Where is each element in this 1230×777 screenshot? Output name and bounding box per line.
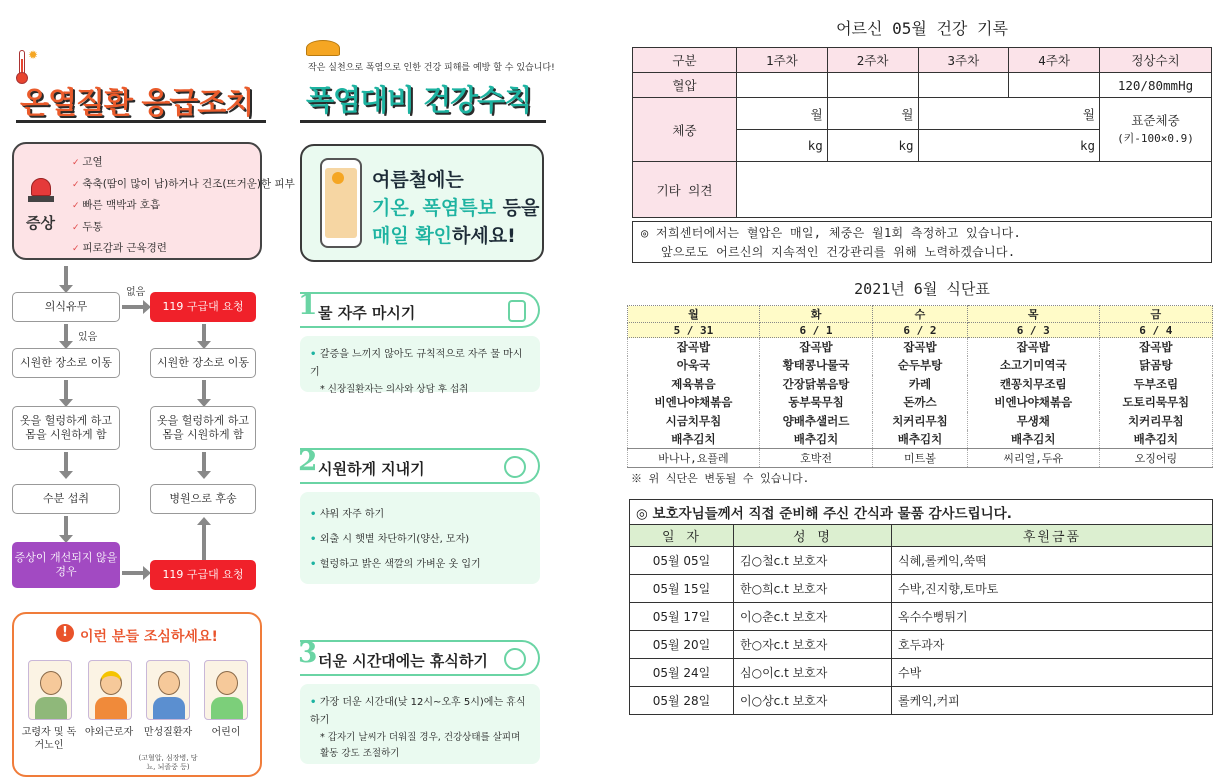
table-row bbox=[628, 430, 1213, 449]
table-row bbox=[628, 412, 1213, 431]
table-cell: 식혜,롤케익,쑥떡 bbox=[892, 547, 1213, 575]
hospital-box: 병원으로 후송 bbox=[150, 484, 256, 514]
table-cell: 돈까스 bbox=[873, 393, 968, 412]
table-row bbox=[633, 73, 1212, 98]
table-row bbox=[628, 393, 1213, 412]
table-cell: 한○희c.t 보호자 bbox=[734, 575, 892, 603]
rule-header: 3 더운 시간대에는 휴식하기 bbox=[300, 640, 540, 676]
table-cell bbox=[1009, 73, 1100, 98]
donation-caption: ◎ 보호자님들께서 직접 준비해 주신 간식과 물품 감사드립니다. bbox=[630, 500, 1213, 525]
table-row bbox=[630, 631, 1213, 659]
worker-icon bbox=[88, 660, 132, 720]
table-cell: 기타 의견 bbox=[633, 162, 737, 218]
table-cell bbox=[737, 162, 1212, 218]
table-cell: 표준체중 (키-100×0.9) bbox=[1100, 98, 1212, 162]
table-row bbox=[633, 162, 1212, 218]
table-cell: 배추김치 bbox=[759, 430, 872, 449]
table-cell: 순두부탕 bbox=[873, 356, 968, 375]
table-row bbox=[628, 375, 1213, 394]
table-row bbox=[630, 500, 1213, 525]
table-cell: 후원금품 bbox=[892, 525, 1213, 547]
group-label: 야외근로자 bbox=[84, 727, 134, 738]
flow-arrow bbox=[64, 380, 68, 400]
table-cell: 아욱국 bbox=[628, 356, 760, 375]
flow-arrow bbox=[64, 266, 68, 286]
table-cell: 5 / 31 bbox=[628, 323, 760, 338]
title-underline bbox=[16, 118, 266, 123]
life-ring-icon bbox=[504, 456, 526, 478]
list-item: ✓ 빠른 맥박과 호흡 bbox=[72, 195, 295, 217]
rule-title: 더운 시간대에는 휴식하기 bbox=[318, 652, 488, 670]
table-cell: 체중 bbox=[633, 98, 737, 162]
flow-arrow bbox=[202, 452, 206, 472]
table-cell: 도토리묵무침 bbox=[1099, 393, 1212, 412]
flow-arrow bbox=[202, 324, 206, 342]
table-cell: 캔꽁치무조림 bbox=[967, 375, 1099, 394]
table-cell: 제육볶음 bbox=[628, 375, 760, 394]
table-cell bbox=[827, 73, 918, 98]
table-cell: 수 bbox=[873, 306, 968, 323]
symptom-label: 증상 bbox=[26, 214, 55, 232]
health-record-title: 어르신 05월 건강 기록 bbox=[836, 19, 1008, 38]
table-cell: 비엔나야채볶음 bbox=[628, 393, 760, 412]
table-cell: kg bbox=[918, 130, 1100, 162]
table-cell: 05월 05일 bbox=[630, 547, 734, 575]
loosen-clothes-box: 옷을 헐렁하게 하고 몸을 시원하게 함 bbox=[150, 406, 256, 450]
table-cell: 무생채 bbox=[967, 412, 1099, 431]
table-cell: 소고기미역국 bbox=[967, 356, 1099, 375]
measurement-notice: ◎ 저희센터에서는 혈압은 매일, 체중은 월1회 측정하고 있습니다. 앞으로도 어르신의 지속적인 건강관리를 위해 노력하겠습니다. bbox=[632, 221, 1212, 263]
table-cell: 일 자 bbox=[630, 525, 734, 547]
table-cell: 1주차 bbox=[737, 48, 828, 73]
first-aid-panel bbox=[8, 40, 295, 777]
table-row bbox=[630, 575, 1213, 603]
symptom-list bbox=[72, 152, 295, 260]
table-cell: 닭곰탕 bbox=[1099, 356, 1212, 375]
table-row bbox=[630, 525, 1213, 547]
table-cell: kg bbox=[737, 130, 828, 162]
table-cell: 호박전 bbox=[759, 449, 872, 468]
table-cell: 6 / 1 bbox=[759, 323, 872, 338]
table-cell: 월 bbox=[827, 98, 918, 130]
group-label: 어린이 bbox=[211, 727, 241, 738]
table-cell bbox=[737, 73, 828, 98]
table-row bbox=[633, 98, 1212, 130]
group-label: 만성질환자 bbox=[143, 727, 193, 738]
table-cell: 치커리무침 bbox=[1099, 412, 1212, 431]
table-cell: 황태콩나물국 bbox=[759, 356, 872, 375]
table-cell: 동부묵무침 bbox=[759, 393, 872, 412]
table-cell: 시금치무침 bbox=[628, 412, 760, 431]
move-cool-box: 시원한 장소로 이동 bbox=[12, 348, 120, 378]
table-cell: 잡곡밥 bbox=[967, 338, 1099, 357]
table-cell: 05월 20일 bbox=[630, 631, 734, 659]
meal-plan-table bbox=[627, 305, 1213, 468]
phone-icon bbox=[320, 158, 362, 248]
flow-arrow bbox=[64, 516, 68, 536]
table-cell: 잡곡밥 bbox=[1099, 338, 1212, 357]
table-row bbox=[630, 659, 1213, 687]
table-cell: 금 bbox=[1099, 306, 1212, 323]
table-cell: 배추김치 bbox=[1099, 430, 1212, 449]
table-cell: 양배추샐러드 bbox=[759, 412, 872, 431]
table-cell: 간장닭볶음탕 bbox=[759, 375, 872, 394]
table-row bbox=[630, 603, 1213, 631]
group-label: 고령자 및 독거노인 bbox=[21, 727, 77, 751]
table-cell: 3주차 bbox=[918, 48, 1009, 73]
heat-rules-title: 폭염대비 건강수칙 bbox=[306, 83, 532, 117]
call-119-box: 119 구급대 요청 bbox=[150, 292, 256, 322]
table-cell: 120/80mmHg bbox=[1100, 73, 1212, 98]
table-cell: 이○춘c.t 보호자 bbox=[734, 603, 892, 631]
table-cell: 호두과자 bbox=[892, 631, 1213, 659]
table-cell: 정상수치 bbox=[1100, 48, 1212, 73]
table-cell: 6 / 2 bbox=[873, 323, 968, 338]
table-cell: 월 bbox=[628, 306, 760, 323]
table-cell: 김○철c.t 보호자 bbox=[734, 547, 892, 575]
table-cell: 옥수수뻥튀기 bbox=[892, 603, 1213, 631]
rule-body: • 가장 더운 시간대(낮 12시~오후 5시)에는 휴식하기 * 갑자기 날씨가 더워질 경우, 건강상태를 살피며 활동 강도 조절하기 bbox=[300, 684, 540, 764]
patient-icon bbox=[146, 660, 190, 720]
table-cell: 목 bbox=[967, 306, 1099, 323]
table-cell bbox=[918, 73, 1009, 98]
table-row bbox=[628, 338, 1213, 357]
water-cup-icon bbox=[508, 300, 526, 322]
table-cell: 2주차 bbox=[827, 48, 918, 73]
health-record-table bbox=[632, 47, 1212, 218]
table-cell: 월 bbox=[737, 98, 828, 130]
table-cell: 배추김치 bbox=[873, 430, 968, 449]
table-cell: 카레 bbox=[873, 375, 968, 394]
heat-rules-subtitle: 작은 실천으로 폭염으로 인한 건강 피해를 예방 할 수 있습니다! bbox=[308, 63, 555, 73]
table-cell: 바나나,요플레 bbox=[628, 449, 760, 468]
flow-arrow bbox=[202, 524, 206, 560]
flow-arrow bbox=[64, 324, 68, 342]
consciousness-box: 의식유무 bbox=[12, 292, 120, 322]
call-119-box: 119 구급대 요청 bbox=[150, 560, 256, 590]
warning-icon: ! bbox=[56, 624, 74, 642]
table-cell: 05월 24일 bbox=[630, 659, 734, 687]
table-cell: 6 / 3 bbox=[967, 323, 1099, 338]
rule-body: • 샤워 자주 하기 • 외출 시 햇볕 차단하기(양산, 모자) • 헐렁하고 밝은 색깔의 가벼운 옷 입기 bbox=[300, 492, 540, 584]
meal-plan-note: ※ 위 식단은 변동될 수 있습니다. bbox=[631, 472, 810, 485]
child-icon bbox=[204, 660, 248, 720]
table-cell: 잡곡밥 bbox=[759, 338, 872, 357]
move-cool-box: 시원한 장소로 이동 bbox=[150, 348, 256, 378]
rule-header: 1 물 자주 마시기 bbox=[300, 292, 540, 328]
table-cell: 성 명 bbox=[734, 525, 892, 547]
table-cell: 05월 15일 bbox=[630, 575, 734, 603]
table-cell: 배추김치 bbox=[628, 430, 760, 449]
rule-title: 물 자주 마시기 bbox=[318, 304, 416, 322]
absent-label: 없음 bbox=[126, 287, 146, 298]
table-cell: kg bbox=[827, 130, 918, 162]
table-cell: 오징어링 bbox=[1099, 449, 1212, 468]
table-row bbox=[628, 323, 1213, 338]
table-cell: 배추김치 bbox=[967, 430, 1099, 449]
daily-check-box bbox=[300, 144, 544, 262]
table-cell: 치커리무침 bbox=[873, 412, 968, 431]
table-cell: 05월 17일 bbox=[630, 603, 734, 631]
rule-header: 2 시원하게 지내기 bbox=[300, 448, 540, 484]
first-aid-title: 온열질환 응급조치 bbox=[20, 86, 254, 121]
list-item: ✓ 두통 bbox=[72, 217, 295, 239]
daily-check-text: 여름철에는 기온, 폭염특보 등을 매일 확인하세요! bbox=[372, 169, 540, 247]
table-cell: 이○상c.t 보호자 bbox=[734, 687, 892, 715]
first-aid-header bbox=[10, 48, 262, 120]
list-item: ✓ 피로감과 근육경련 bbox=[72, 238, 295, 260]
caution-box bbox=[12, 612, 262, 777]
table-cell: 구분 bbox=[633, 48, 737, 73]
flow-arrow bbox=[202, 380, 206, 400]
no-improve-box: 증상이 개선되지 않을 경우 bbox=[12, 542, 120, 588]
hydrate-box: 수분 섭취 bbox=[12, 484, 120, 514]
table-row bbox=[628, 306, 1213, 323]
table-cell: 씨리얼,두유 bbox=[967, 449, 1099, 468]
table-cell: 화 bbox=[759, 306, 872, 323]
table-row bbox=[628, 449, 1213, 468]
rule-title: 시원하게 지내기 bbox=[318, 460, 425, 478]
table-cell: 4주차 bbox=[1009, 48, 1100, 73]
table-row bbox=[630, 687, 1213, 715]
table-row bbox=[630, 547, 1213, 575]
table-cell: 혈압 bbox=[633, 73, 737, 98]
list-item: ✓ 축축(땀이 많이 남)하거나 건조(뜨거운)한 피부 bbox=[72, 174, 295, 196]
present-label: 있음 bbox=[78, 332, 98, 343]
loosen-clothes-box: 옷을 헐렁하게 하고 몸을 시원하게 함 bbox=[12, 406, 120, 450]
table-cell: 수박 bbox=[892, 659, 1213, 687]
hat-icon bbox=[306, 40, 340, 56]
table-cell: 두부조림 bbox=[1099, 375, 1212, 394]
siren-icon bbox=[26, 174, 56, 204]
donation-table bbox=[629, 499, 1213, 715]
rule-body: • 갈증을 느끼지 않아도 규칙적으로 자주 물 마시기 * 신장질환자는 의사와 상담 후 섭취 bbox=[300, 336, 540, 392]
table-cell: 잡곡밥 bbox=[628, 338, 760, 357]
meal-plan-title: 2021년 6월 식단표 bbox=[854, 280, 990, 298]
table-cell: 심○이c.t 보호자 bbox=[734, 659, 892, 687]
symptom-box bbox=[12, 142, 295, 260]
parasol-icon bbox=[504, 648, 526, 670]
title-underline bbox=[300, 120, 546, 123]
flow-arrow bbox=[64, 452, 68, 472]
sun-icon: ✹ bbox=[28, 48, 39, 62]
table-cell: 미트볼 bbox=[873, 449, 968, 468]
table-cell: 잡곡밥 bbox=[873, 338, 968, 357]
table-cell: 6 / 4 bbox=[1099, 323, 1212, 338]
group-sublabel: (고혈압, 심장병, 당뇨, 뇌졸중 등) bbox=[138, 754, 198, 771]
table-cell: 월 bbox=[918, 98, 1100, 130]
heat-rules-panel bbox=[296, 40, 555, 777]
caution-title: 이런 분들 조심하세요! bbox=[80, 629, 218, 645]
flow-arrow bbox=[122, 571, 144, 575]
table-cell: 비엔나야채볶음 bbox=[967, 393, 1099, 412]
flow-arrow bbox=[122, 305, 144, 309]
table-cell: 롤케익,커피 bbox=[892, 687, 1213, 715]
list-item: ✓ 고열 bbox=[72, 152, 295, 174]
table-row bbox=[633, 48, 1212, 73]
table-cell: 05월 28일 bbox=[630, 687, 734, 715]
elderly-icon bbox=[28, 660, 72, 720]
table-cell: 수박,진지향,토마토 bbox=[892, 575, 1213, 603]
table-row bbox=[628, 356, 1213, 375]
table-cell: 한○자c.t 보호자 bbox=[734, 631, 892, 659]
